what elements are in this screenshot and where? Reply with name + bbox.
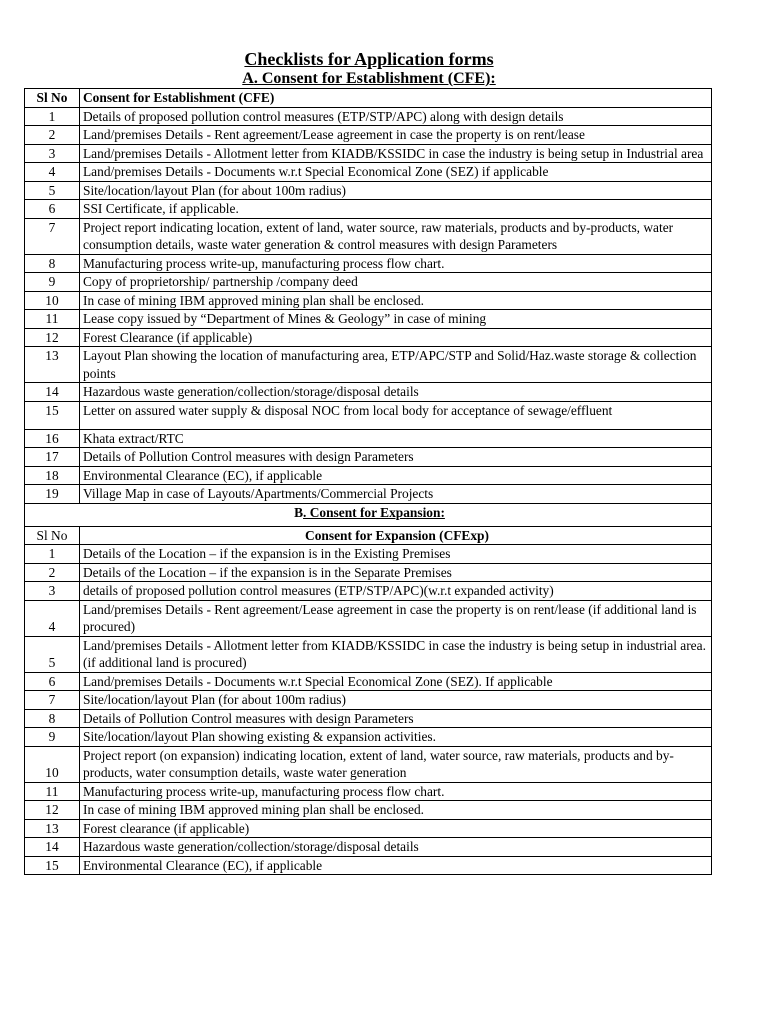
- table-row: [25, 401, 712, 429]
- row-text: Lease copy issued by “Department of Mines & Geology” in case of mining: [80, 310, 712, 329]
- table-row: [25, 383, 712, 402]
- table-row: [25, 545, 712, 564]
- table-row: [25, 838, 712, 857]
- row-text: Project report (on expansion) indicating location, extent of land, water source, raw materials, products and by-products, water consumption details, waste water generation: [80, 746, 712, 782]
- table-row: [25, 746, 712, 782]
- row-number: 5: [25, 181, 80, 200]
- row-number: 19: [25, 485, 80, 504]
- row-text: Details of Pollution Control measures with design Parameters: [80, 448, 712, 467]
- row-text: Manufacturing process write-up, manufacturing process flow chart.: [80, 254, 712, 273]
- table-row: [25, 691, 712, 710]
- row-number: 13: [25, 347, 80, 383]
- page-title: [0, 48, 738, 70]
- row-text: Forest Clearance (if applicable): [80, 328, 712, 347]
- row-number: 7: [25, 691, 80, 710]
- table-row: [25, 582, 712, 601]
- row-text: details of proposed pollution control measures (ETP/STP/APC)(w.r.t expanded activity): [80, 582, 712, 601]
- table-row: [25, 801, 712, 820]
- title-text: Checklists for Application forms: [244, 49, 494, 69]
- checklist-table-body: [25, 89, 712, 875]
- section-b-heading-row: [25, 503, 712, 526]
- section-b-heading-prefix: B: [294, 504, 304, 520]
- row-number: 9: [25, 728, 80, 747]
- row-text: Environmental Clearance (EC), if applicable: [80, 466, 712, 485]
- row-number: 16: [25, 429, 80, 448]
- row-number: 8: [25, 254, 80, 273]
- row-text: Village Map in case of Layouts/Apartments/Commercial Projects: [80, 485, 712, 504]
- row-number: 3: [25, 144, 80, 163]
- row-number: 15: [25, 401, 80, 429]
- row-text: Hazardous waste generation/collection/storage/disposal details: [80, 838, 712, 857]
- section-a-col-no: Sl No: [25, 89, 80, 108]
- table-row: [25, 291, 712, 310]
- table-row: [25, 485, 712, 504]
- row-text: Land/premises Details - Allotment letter from KIADB/KSSIDC in case the industry is being setup in Industrial area: [80, 144, 712, 163]
- table-row: [25, 429, 712, 448]
- row-number: 18: [25, 466, 80, 485]
- table-row: [25, 672, 712, 691]
- table-row: [25, 107, 712, 126]
- row-number: 4: [25, 600, 80, 636]
- row-text: Project report indicating location, extent of land, water source, raw materials, products and by-products, water consumption details, waste water generation & control measures with design Parameters: [80, 218, 712, 254]
- table-row: [25, 181, 712, 200]
- row-number: 2: [25, 126, 80, 145]
- row-text: Land/premises Details - Rent agreement/Lease agreement in case the property is on rent/lease (if additional land is procured): [80, 600, 712, 636]
- row-number: 14: [25, 383, 80, 402]
- table-row: [25, 466, 712, 485]
- row-text: Letter on assured water supply & disposal NOC from local body for acceptance of sewage/effluent: [80, 401, 712, 429]
- section-b-heading-rest: . Consent for Expansion:: [303, 504, 445, 520]
- row-text: Land/premises Details - Documents w.r.t Special Economical Zone (SEZ) if applicable: [80, 163, 712, 182]
- row-text: Copy of proprietorship/ partnership /company deed: [80, 273, 712, 292]
- row-number: 1: [25, 107, 80, 126]
- row-text: Land/premises Details - Documents w.r.t Special Economical Zone (SEZ). If applicable: [80, 672, 712, 691]
- table-row: [25, 328, 712, 347]
- row-text: In case of mining IBM approved mining plan shall be enclosed.: [80, 801, 712, 820]
- table-row: [25, 728, 712, 747]
- row-text: Manufacturing process write-up, manufacturing process flow chart.: [80, 782, 712, 801]
- row-text: Details of proposed pollution control measures (ETP/STP/APC) along with design details: [80, 107, 712, 126]
- row-text: Layout Plan showing the location of manufacturing area, ETP/APC/STP and Solid/Haz.waste storage & collection points: [80, 347, 712, 383]
- table-row: [25, 273, 712, 292]
- row-text: In case of mining IBM approved mining plan shall be enclosed.: [80, 291, 712, 310]
- row-number: 1: [25, 545, 80, 564]
- row-number: 2: [25, 563, 80, 582]
- table-row: [25, 709, 712, 728]
- row-number: 10: [25, 746, 80, 782]
- table-row: [25, 126, 712, 145]
- table-row: [25, 819, 712, 838]
- row-text: Site/location/layout Plan (for about 100m radius): [80, 691, 712, 710]
- section-b-heading: [25, 503, 712, 526]
- row-text: Khata extract/RTC: [80, 429, 712, 448]
- row-number: 11: [25, 782, 80, 801]
- table-row: [25, 600, 712, 636]
- section-a-heading-rest: . Consent for Establishment (CFE):: [253, 70, 496, 87]
- table-row: [25, 144, 712, 163]
- row-number: 17: [25, 448, 80, 467]
- row-text: SSI Certificate, if applicable.: [80, 200, 712, 219]
- table-row: [25, 636, 712, 672]
- row-number: 5: [25, 636, 80, 672]
- table-row: [25, 254, 712, 273]
- row-number: 6: [25, 672, 80, 691]
- row-number: 3: [25, 582, 80, 601]
- row-number: 14: [25, 838, 80, 857]
- row-number: 6: [25, 200, 80, 219]
- table-row: [25, 347, 712, 383]
- row-number: 7: [25, 218, 80, 254]
- row-text: Land/premises Details - Allotment letter from KIADB/KSSIDC in case the industry is being setup in industrial area. (if additional land is procured): [80, 636, 712, 672]
- section-a-col-item: Consent for Establishment (CFE): [80, 89, 712, 108]
- row-number: 12: [25, 328, 80, 347]
- row-text: Hazardous waste generation/collection/storage/disposal details: [80, 383, 712, 402]
- row-text: Environmental Clearance (EC), if applicable: [80, 856, 712, 875]
- section-a-header-row: [25, 89, 712, 108]
- row-number: 11: [25, 310, 80, 329]
- table-row: [25, 310, 712, 329]
- table-row: [25, 782, 712, 801]
- row-text: Details of the Location – if the expansion is in the Existing Premises: [80, 545, 712, 564]
- section-b-col-item: Consent for Expansion (CFExp): [80, 526, 712, 545]
- table-row: [25, 856, 712, 875]
- row-number: 15: [25, 856, 80, 875]
- table-row: [25, 448, 712, 467]
- row-text: Forest clearance (if applicable): [80, 819, 712, 838]
- row-text: Site/location/layout Plan showing existing & expansion activities.: [80, 728, 712, 747]
- row-text: Details of the Location – if the expansion is in the Separate Premises: [80, 563, 712, 582]
- section-a-heading: [0, 69, 738, 89]
- checklist-table: [24, 88, 712, 875]
- row-number: 10: [25, 291, 80, 310]
- section-b-col-no: Sl No: [25, 526, 80, 545]
- table-row: [25, 200, 712, 219]
- section-a-heading-prefix: A: [242, 70, 254, 87]
- table-row: [25, 563, 712, 582]
- row-number: 9: [25, 273, 80, 292]
- row-number: 4: [25, 163, 80, 182]
- row-number: 13: [25, 819, 80, 838]
- row-number: 12: [25, 801, 80, 820]
- row-text: Site/location/layout Plan (for about 100m radius): [80, 181, 712, 200]
- row-text: Details of Pollution Control measures with design Parameters: [80, 709, 712, 728]
- row-number: 8: [25, 709, 80, 728]
- table-row: [25, 218, 712, 254]
- table-row: [25, 163, 712, 182]
- row-text: Land/premises Details - Rent agreement/Lease agreement in case the property is on rent/lease: [80, 126, 712, 145]
- section-b-header-row: [25, 526, 712, 545]
